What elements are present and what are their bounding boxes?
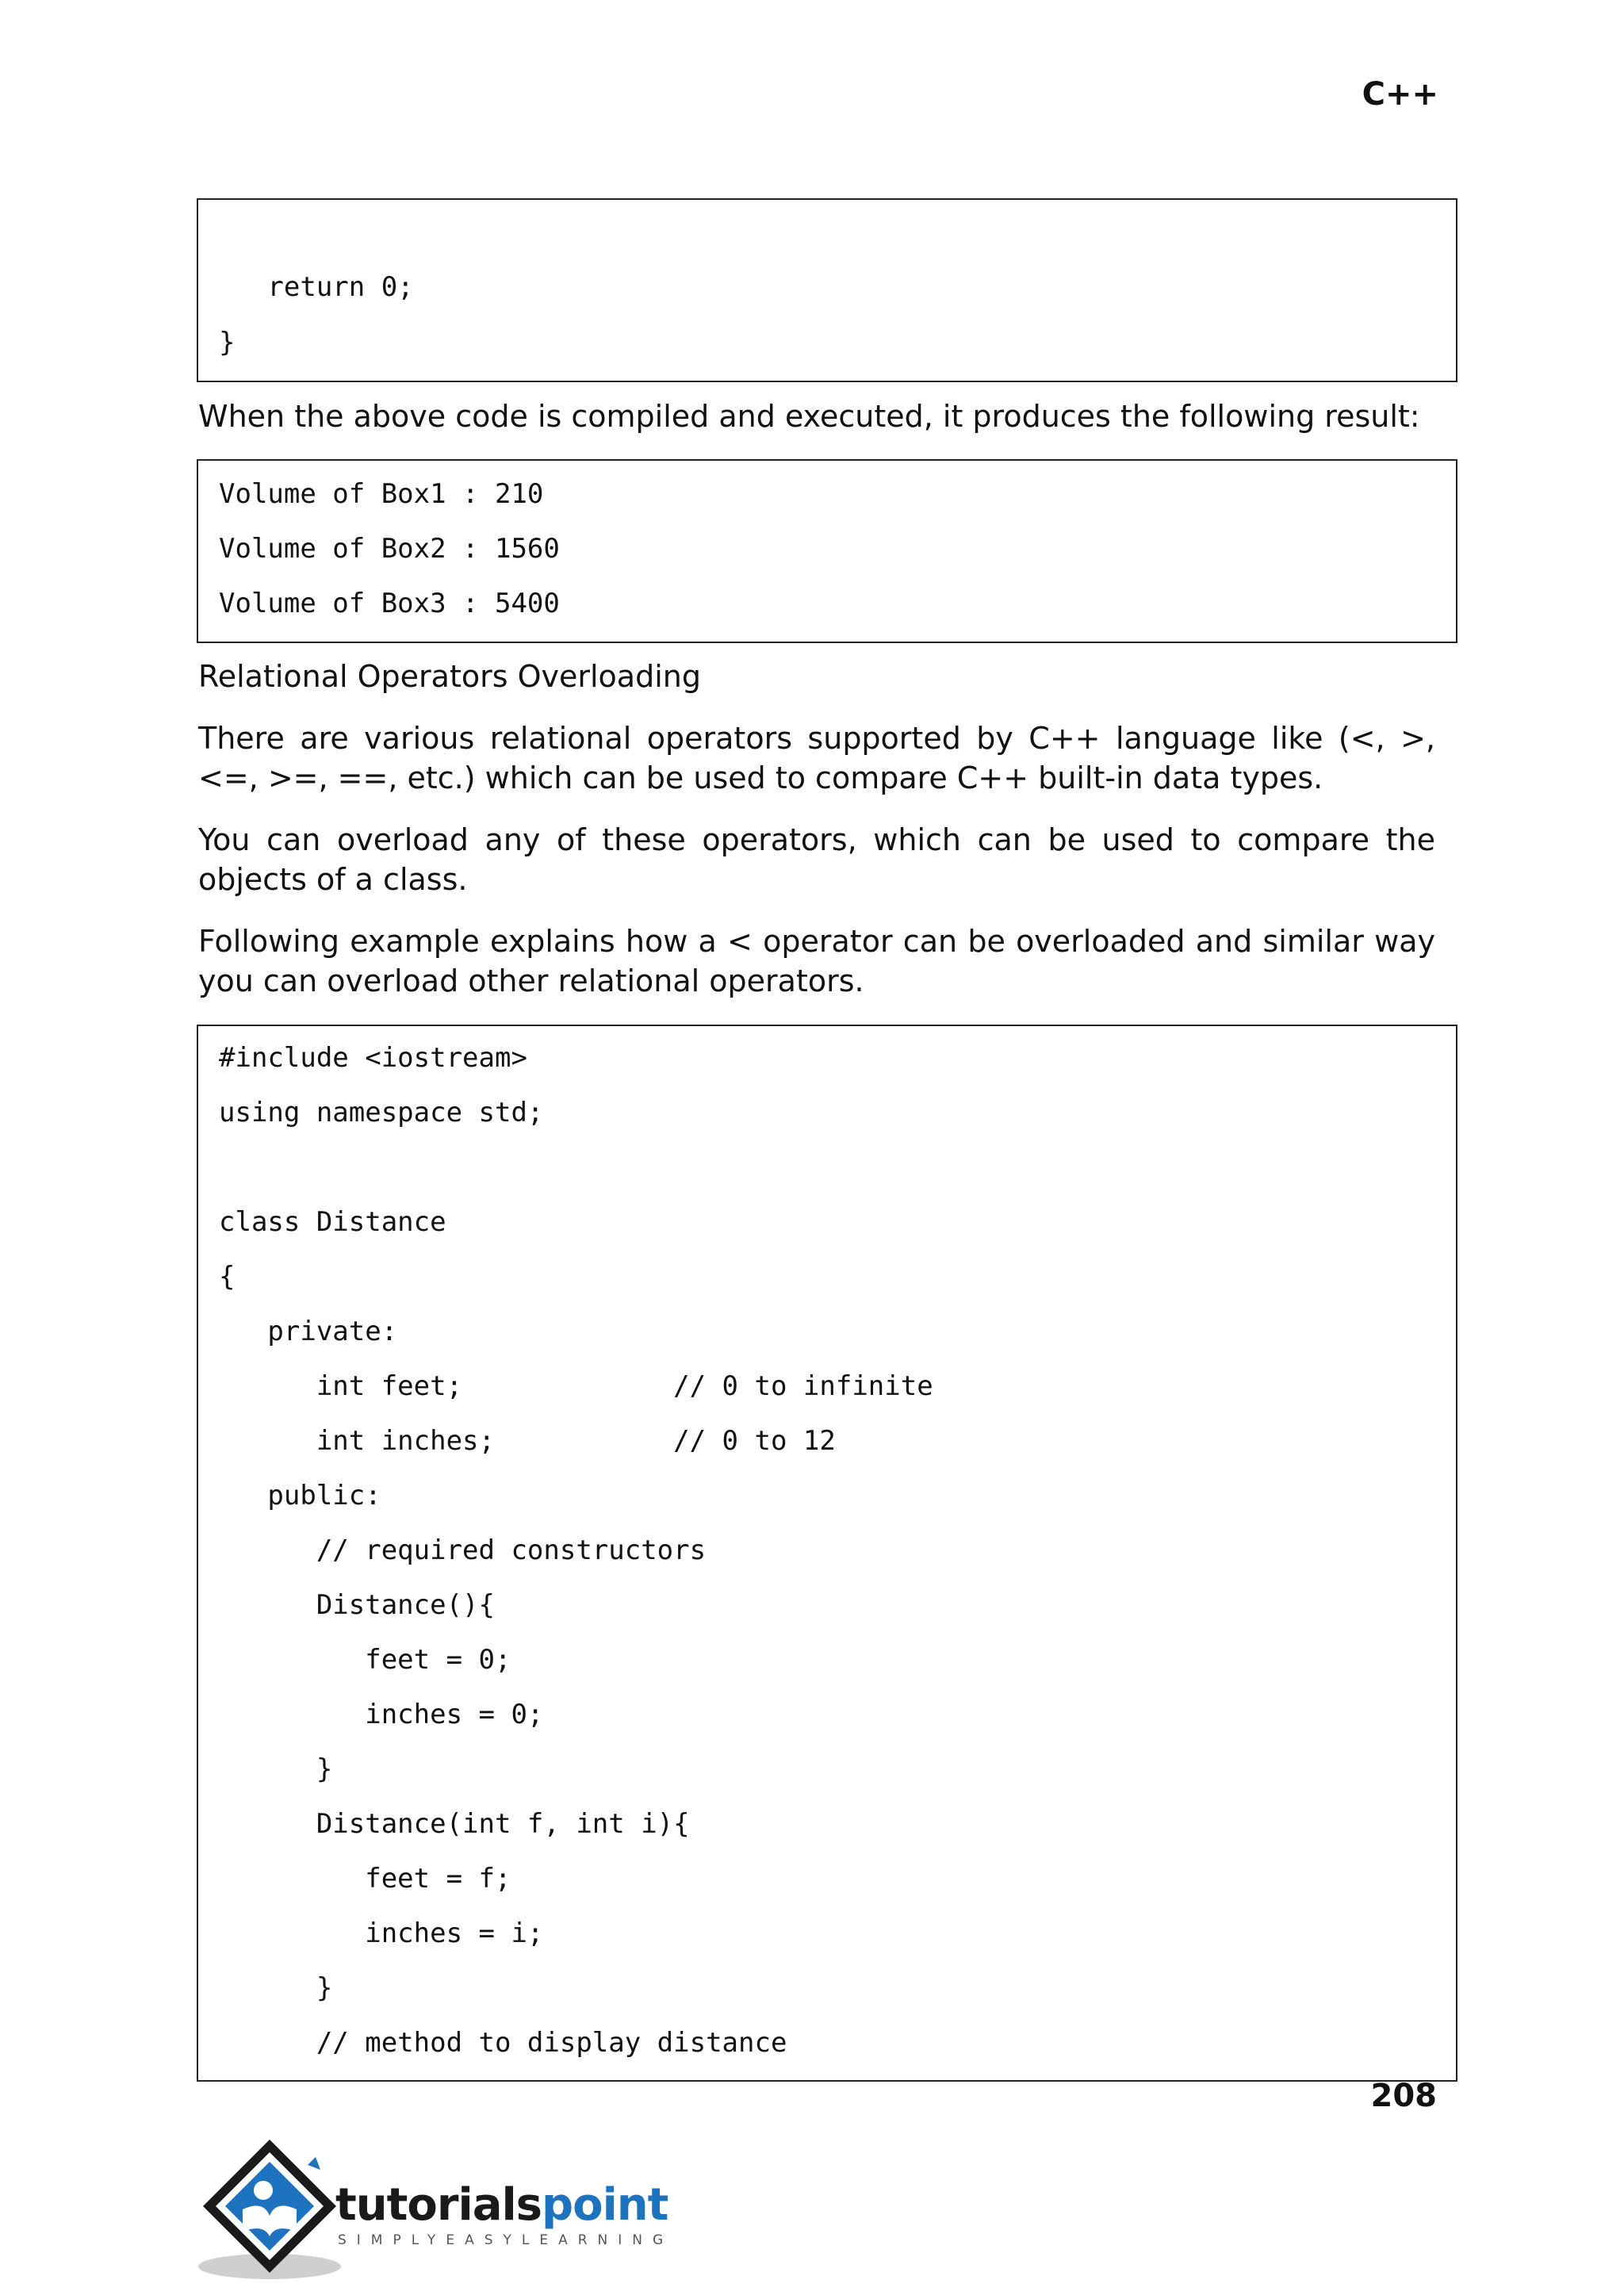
output-line: Volume of Box3 : 5400 [219, 588, 560, 619]
page-header-title: C++ [1362, 76, 1438, 113]
paragraph-operators: There are various relational operators supported by C++ language like (<, >, <=, >=, ==, etc.) which can be used to compare C++ built-in data types. [198, 721, 1435, 795]
code-line: // method to display distance [219, 2027, 787, 2059]
paragraph-overload: You can overload any of these operators, which can be used to compare the objects of a class. [198, 822, 1435, 897]
section-heading: Relational Operators Overloading [198, 659, 701, 694]
paragraph-example: Following example explains how a < operator can be overloaded and similar way you can overload other relational operators. [198, 924, 1435, 998]
code-line: } [219, 327, 236, 358]
code-line: } [219, 1972, 333, 2004]
code-line: int feet; // 0 to infinite [219, 1370, 933, 1402]
code-line: } [219, 1753, 333, 1785]
code-line: using namespace std; [219, 1097, 544, 1128]
code-line: #include <iostream> [219, 1042, 527, 1074]
page-number: 208 [1370, 2078, 1437, 2114]
code-line: int inches; // 0 to 12 [219, 1425, 836, 1457]
code-line: Distance(int f, int i){ [219, 1808, 690, 1840]
code-line: private: [219, 1316, 398, 1347]
logo-tagline: SIMPLYEASYLEARNING [338, 2232, 674, 2248]
code-line: class Distance [219, 1206, 446, 1238]
code-line: public: [219, 1480, 381, 1511]
code-line: inches = 0; [219, 1699, 544, 1730]
logo-emblem-icon [197, 2133, 355, 2284]
code-line: feet = f; [219, 1863, 511, 1895]
code-block-1 [197, 198, 1457, 382]
tutorialspoint-logo [197, 2133, 688, 2284]
code-line: inches = i; [219, 1918, 544, 1949]
code-line: return 0; [219, 271, 414, 303]
code-line: feet = 0; [219, 1644, 511, 1676]
output-line: Volume of Box2 : 1560 [219, 533, 560, 565]
result-intro-text: When the above code is compiled and executed, it produces the following result: [198, 399, 1420, 434]
code-line: Distance(){ [219, 1589, 495, 1621]
output-block [197, 459, 1457, 643]
logo-wordmark: tutorialspoint [335, 2179, 668, 2231]
code-block-2 [197, 1025, 1457, 2082]
output-line: Volume of Box1 : 210 [219, 478, 544, 510]
code-line: // required constructors [219, 1534, 707, 1566]
code-line: { [219, 1261, 236, 1293]
